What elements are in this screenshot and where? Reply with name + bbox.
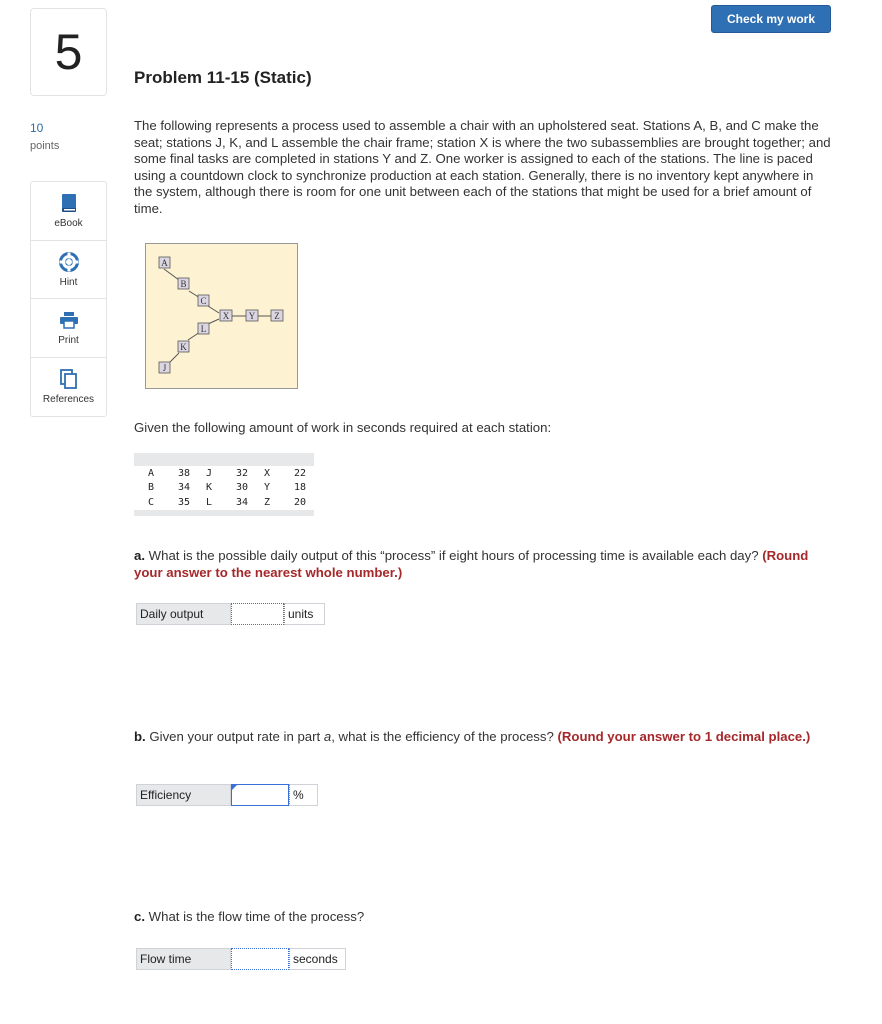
station-l	[198, 323, 209, 334]
question-number-box	[30, 8, 107, 96]
efficiency-row	[136, 784, 318, 806]
station-y-label: Y	[248, 311, 256, 321]
station-k	[178, 341, 189, 352]
efficiency-label: Efficiency	[136, 784, 231, 806]
part-c-text: What is the flow time of the process?	[145, 909, 365, 924]
process-diagram	[145, 243, 298, 389]
station-c	[198, 295, 209, 306]
points-value: 10	[30, 121, 44, 135]
station-a-label: A	[161, 258, 168, 268]
table-cell: 34	[177, 482, 190, 494]
table-cell: 32	[235, 467, 248, 479]
table-cell: C	[147, 496, 154, 508]
table-row	[134, 481, 314, 496]
tool-hint-label: Hint	[59, 276, 78, 288]
table-cell: 35	[177, 496, 190, 508]
table-cell: 30	[235, 482, 248, 494]
tool-print-label: Print	[58, 335, 79, 347]
station-x-label: X	[222, 311, 230, 321]
efficiency-input[interactable]	[231, 784, 289, 806]
part-a-hint: (Round your answer to the nearest whole number.)	[134, 548, 809, 580]
station-c-label: C	[200, 296, 207, 306]
table-cell: Y	[263, 482, 270, 494]
problem-title: Problem 11-15 (Static)	[134, 68, 312, 87]
station-x	[220, 310, 232, 321]
input-focus-marker	[231, 785, 237, 791]
tool-references[interactable]	[31, 358, 106, 417]
flow-time-input[interactable]	[231, 948, 289, 970]
part-a-text: What is the possible daily output of this “process” if eight hours of processing time is available each day?	[145, 548, 763, 563]
table-cell: L	[205, 496, 212, 508]
station-a	[159, 257, 170, 268]
station-k-label: K	[180, 342, 187, 352]
table-row	[134, 495, 314, 510]
station-l-label: L	[200, 324, 207, 334]
question-number: 5	[54, 24, 83, 80]
table-cell: 34	[235, 496, 248, 508]
table-cell: K	[205, 482, 212, 494]
station-b	[178, 278, 189, 289]
station-j	[159, 362, 170, 373]
efficiency-unit: %	[289, 784, 318, 806]
part-a-question	[134, 547, 834, 581]
part-b-text-before: Given your output rate in part	[145, 729, 324, 744]
part-b-hint: (Round your answer to 1 decimal place.)	[557, 729, 811, 744]
table-cell: J	[205, 467, 212, 479]
daily-output-row	[136, 603, 325, 625]
part-b-lead: b.	[134, 729, 146, 744]
part-b-text-after: , what is the efficiency of the process?	[331, 729, 558, 744]
table-cell: 38	[177, 467, 190, 479]
given-text: Given the following amount of work in seconds required at each station:	[134, 420, 552, 435]
station-b-label: B	[180, 279, 187, 289]
work-table	[134, 453, 314, 516]
points-label: points	[30, 140, 60, 152]
flow-time-row	[136, 948, 346, 970]
tool-references-label: References	[42, 394, 95, 406]
daily-output-unit: units	[284, 603, 325, 625]
flow-time-label: Flow time	[136, 948, 231, 970]
printer-icon	[58, 309, 80, 331]
daily-output-input[interactable]	[231, 603, 284, 625]
lifebuoy-icon	[58, 251, 80, 273]
part-b-question	[134, 728, 834, 745]
part-a-lead: a.	[134, 548, 145, 563]
table-cell: 18	[293, 482, 306, 494]
tool-hint[interactable]	[31, 241, 106, 300]
tool-ebook[interactable]	[31, 182, 106, 241]
part-c-lead: c.	[134, 909, 145, 924]
flow-time-unit: seconds	[289, 948, 346, 970]
station-j-label: J	[162, 363, 167, 373]
table-cell: X	[263, 467, 270, 479]
station-z-label: Z	[274, 311, 280, 321]
table-cell: 22	[293, 467, 306, 479]
tool-ebook-label: eBook	[54, 218, 83, 230]
table-cell: 20	[293, 496, 306, 508]
table-cell: B	[147, 482, 154, 494]
daily-output-label: Daily output	[136, 603, 231, 625]
copy-pages-icon	[58, 368, 80, 390]
part-b-text-italic: a	[323, 729, 332, 744]
table-cell: A	[147, 467, 154, 479]
tool-print[interactable]	[31, 299, 106, 358]
station-y	[246, 310, 258, 321]
table-cell: Z	[263, 496, 270, 508]
problem-intro: The following represents a process used to assemble a chair with an upholstered seat. Stations A, B, and C make the seat; stations J, K, and L assemble the chair frame; station X is where the two subassemblies are brought together; and some final tasks are completed in stations Y and Z. One worker is assigned to each of the stations. The line is paced using a countdown clock to synchronize production at each station. Generally, there is no inventory kept anywhere in the system, although there is room for one unit between each of the stations that might be used for a brief amount of time.	[134, 118, 831, 216]
table-row	[134, 466, 314, 481]
station-z	[271, 310, 283, 321]
check-my-work-button[interactable]: Check my work	[711, 5, 831, 33]
book-icon	[58, 192, 80, 214]
part-c-question	[134, 908, 834, 925]
tools-sidebar	[30, 181, 107, 417]
